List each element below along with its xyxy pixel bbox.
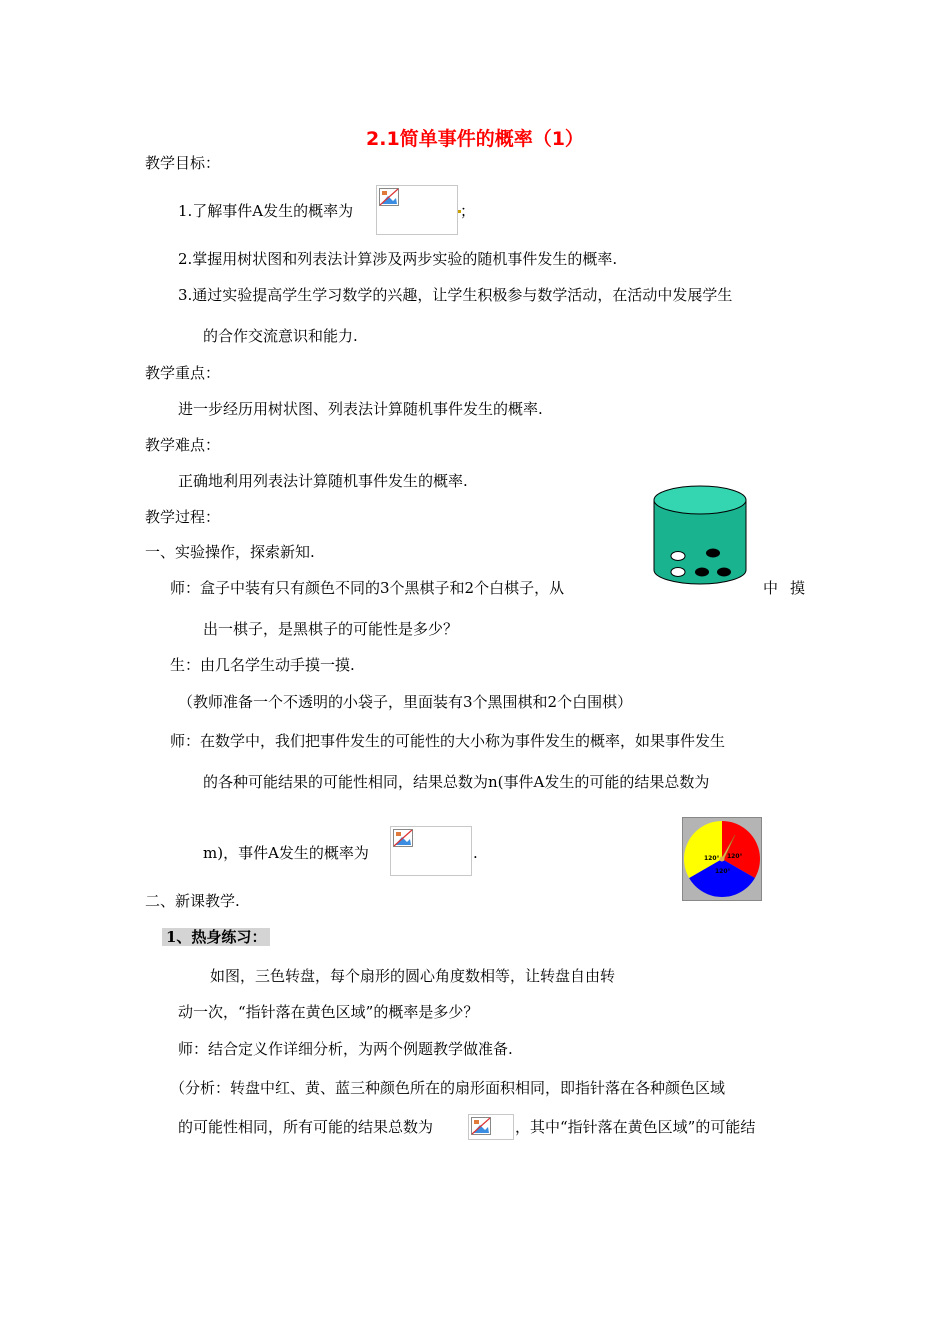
teacher-definition-line-1: 师：在数学中，我们把事件发生的可能性的大小称为事件发生的概率，如果事件发生 (170, 732, 726, 750)
teacher-question-1: 师：盒子中装有只有颜色不同的3个黑棋子和2个白棋子，从 (170, 579, 565, 597)
part-2-heading: 二、新课教学. (145, 892, 240, 910)
formula-image-placeholder (376, 185, 458, 235)
key-points-heading: 教学重点： (145, 364, 221, 382)
goal-item-2: 2.掌握用树状图和列表法计算涉及两步实验的随机事件发生的概率. (178, 250, 618, 268)
teacher-analysis-note: 师：结合定义作详细分析，为两个例题教学做准备. (178, 1040, 513, 1058)
teacher-question-1-word-1: 中 (763, 579, 779, 597)
cylinder-top (654, 486, 746, 514)
formula-image-placeholder (468, 1114, 514, 1140)
goals-heading: 教学目标： (145, 154, 221, 172)
goal-item-1 (178, 201, 353, 221)
black-piece (706, 549, 720, 558)
spinner-label-red: 120° (727, 853, 743, 860)
spinner-label-blue: 120° (715, 868, 731, 875)
black-piece (717, 568, 731, 577)
teacher-question-1-word-2: 摸 (790, 579, 806, 597)
analysis-line-1: （分析：转盘中红、黄、蓝三种颜色所在的扇形面积相同，即指针落在各种颜色区域 (170, 1079, 726, 1097)
analysis-line-2: 的可能性相同，所有可能的结果总数为 (178, 1118, 434, 1136)
spinner-label-yellow: 120° (704, 855, 720, 862)
warmup-label-row (162, 927, 270, 947)
teacher-definition-line-3: m)，事件A发生的概率为 (203, 844, 369, 862)
warmup-text-line-1: 如图，三色转盘，每个扇形的圆心角度数相等，让转盘自由转 (210, 967, 616, 985)
warmup-text-line-2: 动一次，“指针落在黄色区域”的概率是多少？ (178, 1003, 479, 1021)
formula-image-placeholder (390, 826, 472, 876)
teacher-note: （教师准备一个不透明的小袋子，里面装有3个黑围棋和2个白围棋） (178, 693, 633, 711)
teacher-question-1-line-2: 出一棋子，是黑棋子的可能性是多少？ (203, 620, 459, 638)
teacher-definition-end: . (473, 844, 478, 862)
analysis-line-2-end: ，其中“指针落在黄色区域”的可能结 (515, 1118, 756, 1136)
goal-item-1-end: ； (460, 202, 476, 220)
goal-item-3-line-1: 3.通过实验提高学生学习数学的兴趣，让学生积极参与数学活动，在活动中发展学生 (178, 286, 733, 304)
teacher-definition-line-2: 的各种可能结果的可能性相同，结果总数为n(事件A发生的可能的结果总数为 (203, 773, 710, 791)
white-piece (671, 552, 685, 561)
difficulties-heading: 教学难点： (145, 436, 221, 454)
white-piece (671, 568, 685, 577)
black-piece (695, 568, 709, 577)
page-title: 2.1简单事件的概率（1） (366, 128, 584, 150)
broken-image-icon (471, 1117, 491, 1139)
cylinder-box-figure (650, 480, 750, 590)
spinner-figure (682, 817, 762, 901)
part-1-heading: 一、实验操作，探索新知. (145, 543, 315, 561)
goal-item-3-line-2: 的合作交流意识和能力. (203, 327, 358, 345)
key-points-text: 进一步经历用树状图、列表法计算随机事件发生的概率. (178, 400, 543, 418)
broken-image-icon (379, 188, 399, 210)
student-answer: 生：由几名学生动手摸一摸. (170, 656, 355, 674)
process-heading: 教学过程： (145, 508, 221, 526)
broken-image-icon (393, 829, 413, 851)
goal-item-1-text: 1.了解事件A发生的概率为 (178, 202, 354, 220)
difficulties-text: 正确地利用列表法计算随机事件发生的概率. (178, 472, 468, 490)
warmup-label: 1、热身练习： (162, 928, 270, 946)
